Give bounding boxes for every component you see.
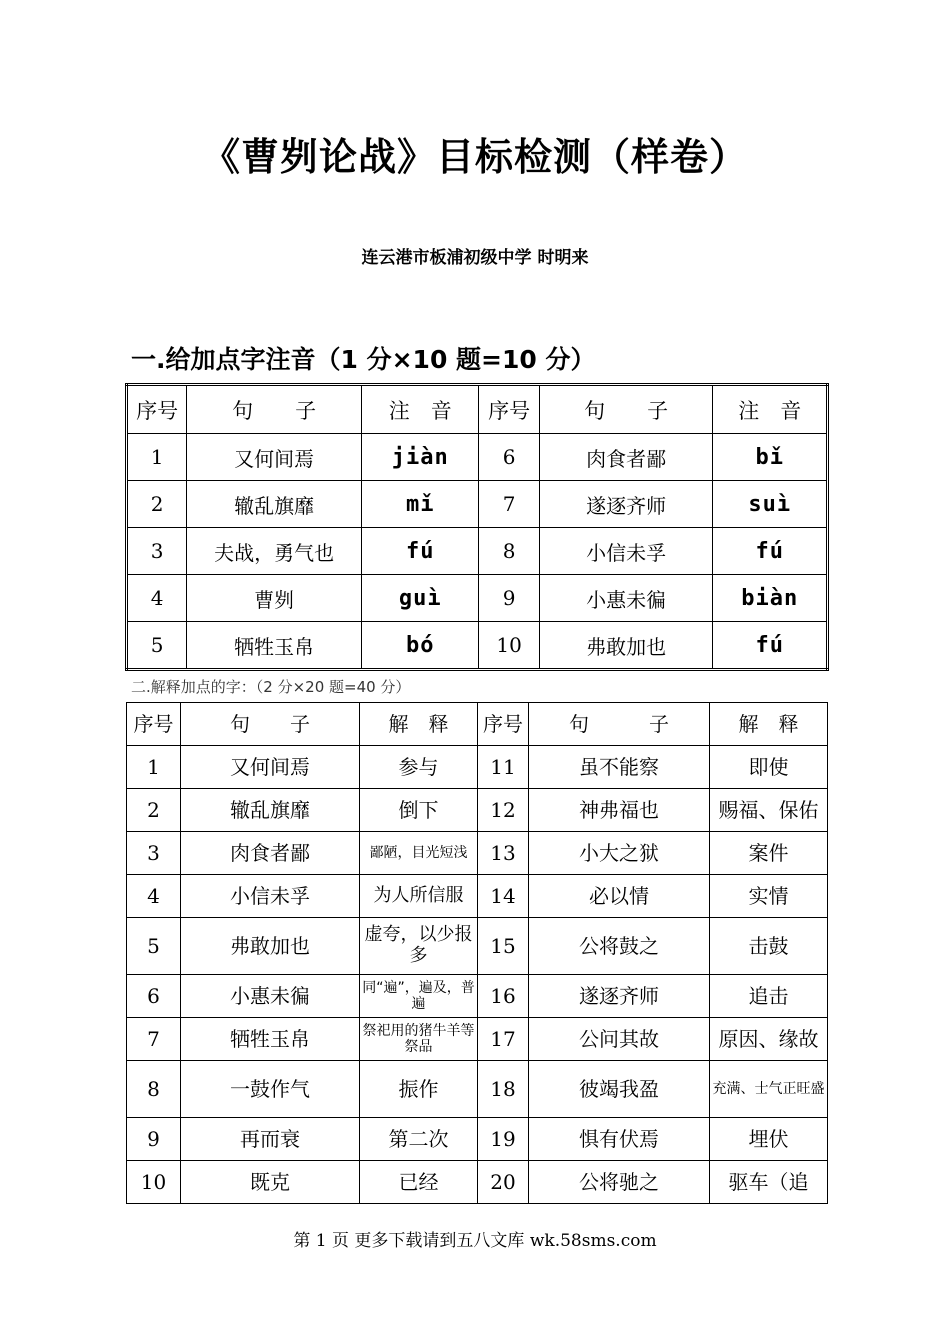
header-cell: 序号 [478,703,529,746]
row-number: 11 [478,746,529,789]
sentence: 曹刿 [187,575,362,622]
sentence: 公问其故 [529,1018,710,1061]
table-row [127,528,828,575]
row-number: 8 [479,528,539,575]
explanation: 为人所信服 [360,875,478,918]
row-number: 3 [127,832,181,875]
explanation: 赐福、保佑 [710,789,828,832]
sentence: 小惠未徧 [539,575,713,622]
sentence: 又何间焉 [181,746,360,789]
sentence: 遂逐齐师 [529,975,710,1018]
sentence: 遂逐齐师 [539,481,713,528]
sentence: 肉食者鄙 [539,434,713,481]
table-row [127,789,828,832]
explanation: 已经 [360,1161,478,1204]
table-row [127,1018,828,1061]
explanation: 追击 [710,975,828,1018]
pinyin: bó [361,622,479,670]
sentence: 夫战，勇气也 [187,528,362,575]
pinyin: bǐ [713,434,828,481]
row-number: 1 [127,434,187,481]
table-row [127,1118,828,1161]
sentence: 虽不能察 [529,746,710,789]
row-number: 14 [478,875,529,918]
header-cell: 序号 [479,385,539,434]
pinyin: guì [361,575,479,622]
table-row [127,875,828,918]
explanation: 参与 [360,746,478,789]
sentence: 神弗福也 [529,789,710,832]
pinyin-table [125,383,829,671]
explanation: 祭祀用的猪牛羊等祭品 [360,1018,478,1061]
pinyin: biàn [713,575,828,622]
explanation: 埋伏 [710,1118,828,1161]
pinyin: fú [713,622,828,670]
row-number: 18 [478,1061,529,1118]
header-cell: 注 音 [713,385,828,434]
sentence: 牺牲玉帛 [187,622,362,670]
row-number: 1 [127,746,181,789]
row-number: 12 [478,789,529,832]
sentence: 辙乱旗靡 [187,481,362,528]
sentence: 彼竭我盈 [529,1061,710,1118]
explanation: 倒下 [360,789,478,832]
row-number: 4 [127,575,187,622]
table-row [127,575,828,622]
row-number: 5 [127,918,181,975]
table-header-row [127,385,828,434]
section2-heading: 二.解释加点的字：（2 分×20 题=40 分） [131,678,411,696]
explanation: 同“遍”，遍及，普遍 [360,975,478,1018]
header-cell: 句 子 [529,703,710,746]
explanation: 虚夸，以少报多 [360,918,478,975]
table-row [127,1161,828,1204]
header-cell: 句 子 [181,703,360,746]
sentence: 惧有伏焉 [529,1118,710,1161]
row-number: 2 [127,481,187,528]
section1-heading: 一.给加点字注音（1 分×10 题=10 分） [131,345,596,374]
sentence: 小信未孚 [181,875,360,918]
table-row [127,481,828,528]
sentence: 既克 [181,1161,360,1204]
table-row [127,434,828,481]
row-number: 5 [127,622,187,670]
row-number: 17 [478,1018,529,1061]
sentence: 弗敢加也 [539,622,713,670]
table-row [127,622,828,670]
row-number: 16 [478,975,529,1018]
page-footer: 第 1 页 更多下载请到五八文库 wk.58sms.com [293,1231,657,1251]
header-cell: 句 子 [539,385,713,434]
explanation: 鄙陋，目光短浅 [360,832,478,875]
sentence: 小惠未徧 [181,975,360,1018]
author-line: 连云港市板浦初级中学 时明来 [361,248,589,268]
table-row [127,746,828,789]
row-number: 20 [478,1161,529,1204]
sentence: 肉食者鄙 [181,832,360,875]
table-header-row [127,703,828,746]
sentence: 公将驰之 [529,1161,710,1204]
row-number: 7 [127,1018,181,1061]
row-number: 8 [127,1061,181,1118]
pinyin: fú [713,528,828,575]
header-cell: 解 释 [360,703,478,746]
row-number: 7 [479,481,539,528]
pinyin: suì [713,481,828,528]
row-number: 15 [478,918,529,975]
row-number: 3 [127,528,187,575]
explanation: 第二次 [360,1118,478,1161]
explanation: 充满、士气正旺盛 [710,1061,828,1118]
row-number: 6 [127,975,181,1018]
row-number: 13 [478,832,529,875]
table-row [127,918,828,975]
page-title: 《曹刿论战》目标检测（样卷） [201,135,748,179]
pinyin: mǐ [361,481,479,528]
row-number: 10 [479,622,539,670]
explanation-table [126,702,828,1204]
row-number: 2 [127,789,181,832]
sentence: 小大之狱 [529,832,710,875]
sentence: 又何间焉 [187,434,362,481]
explanation: 实情 [710,875,828,918]
pinyin: jiàn [361,434,479,481]
sentence: 辙乱旗靡 [181,789,360,832]
row-number: 19 [478,1118,529,1161]
sentence: 小信未孚 [539,528,713,575]
sentence: 必以情 [529,875,710,918]
header-cell: 注 音 [361,385,479,434]
explanation: 振作 [360,1061,478,1118]
sentence: 弗敢加也 [181,918,360,975]
row-number: 10 [127,1161,181,1204]
table-row [127,1061,828,1118]
header-cell: 解 释 [710,703,828,746]
explanation: 即使 [710,746,828,789]
row-number: 9 [479,575,539,622]
sentence: 公将鼓之 [529,918,710,975]
explanation: 原因、缘故 [710,1018,828,1061]
table-row [127,832,828,875]
row-number: 6 [479,434,539,481]
table-row [127,975,828,1018]
sentence: 一鼓作气 [181,1061,360,1118]
explanation: 驱车（追 [710,1161,828,1204]
pinyin: fú [361,528,479,575]
explanation: 案件 [710,832,828,875]
sentence: 牺牲玉帛 [181,1018,360,1061]
row-number: 9 [127,1118,181,1161]
row-number: 4 [127,875,181,918]
explanation: 击鼓 [710,918,828,975]
header-cell: 句 子 [187,385,362,434]
sentence: 再而衰 [181,1118,360,1161]
header-cell: 序号 [127,703,181,746]
header-cell: 序号 [127,385,187,434]
